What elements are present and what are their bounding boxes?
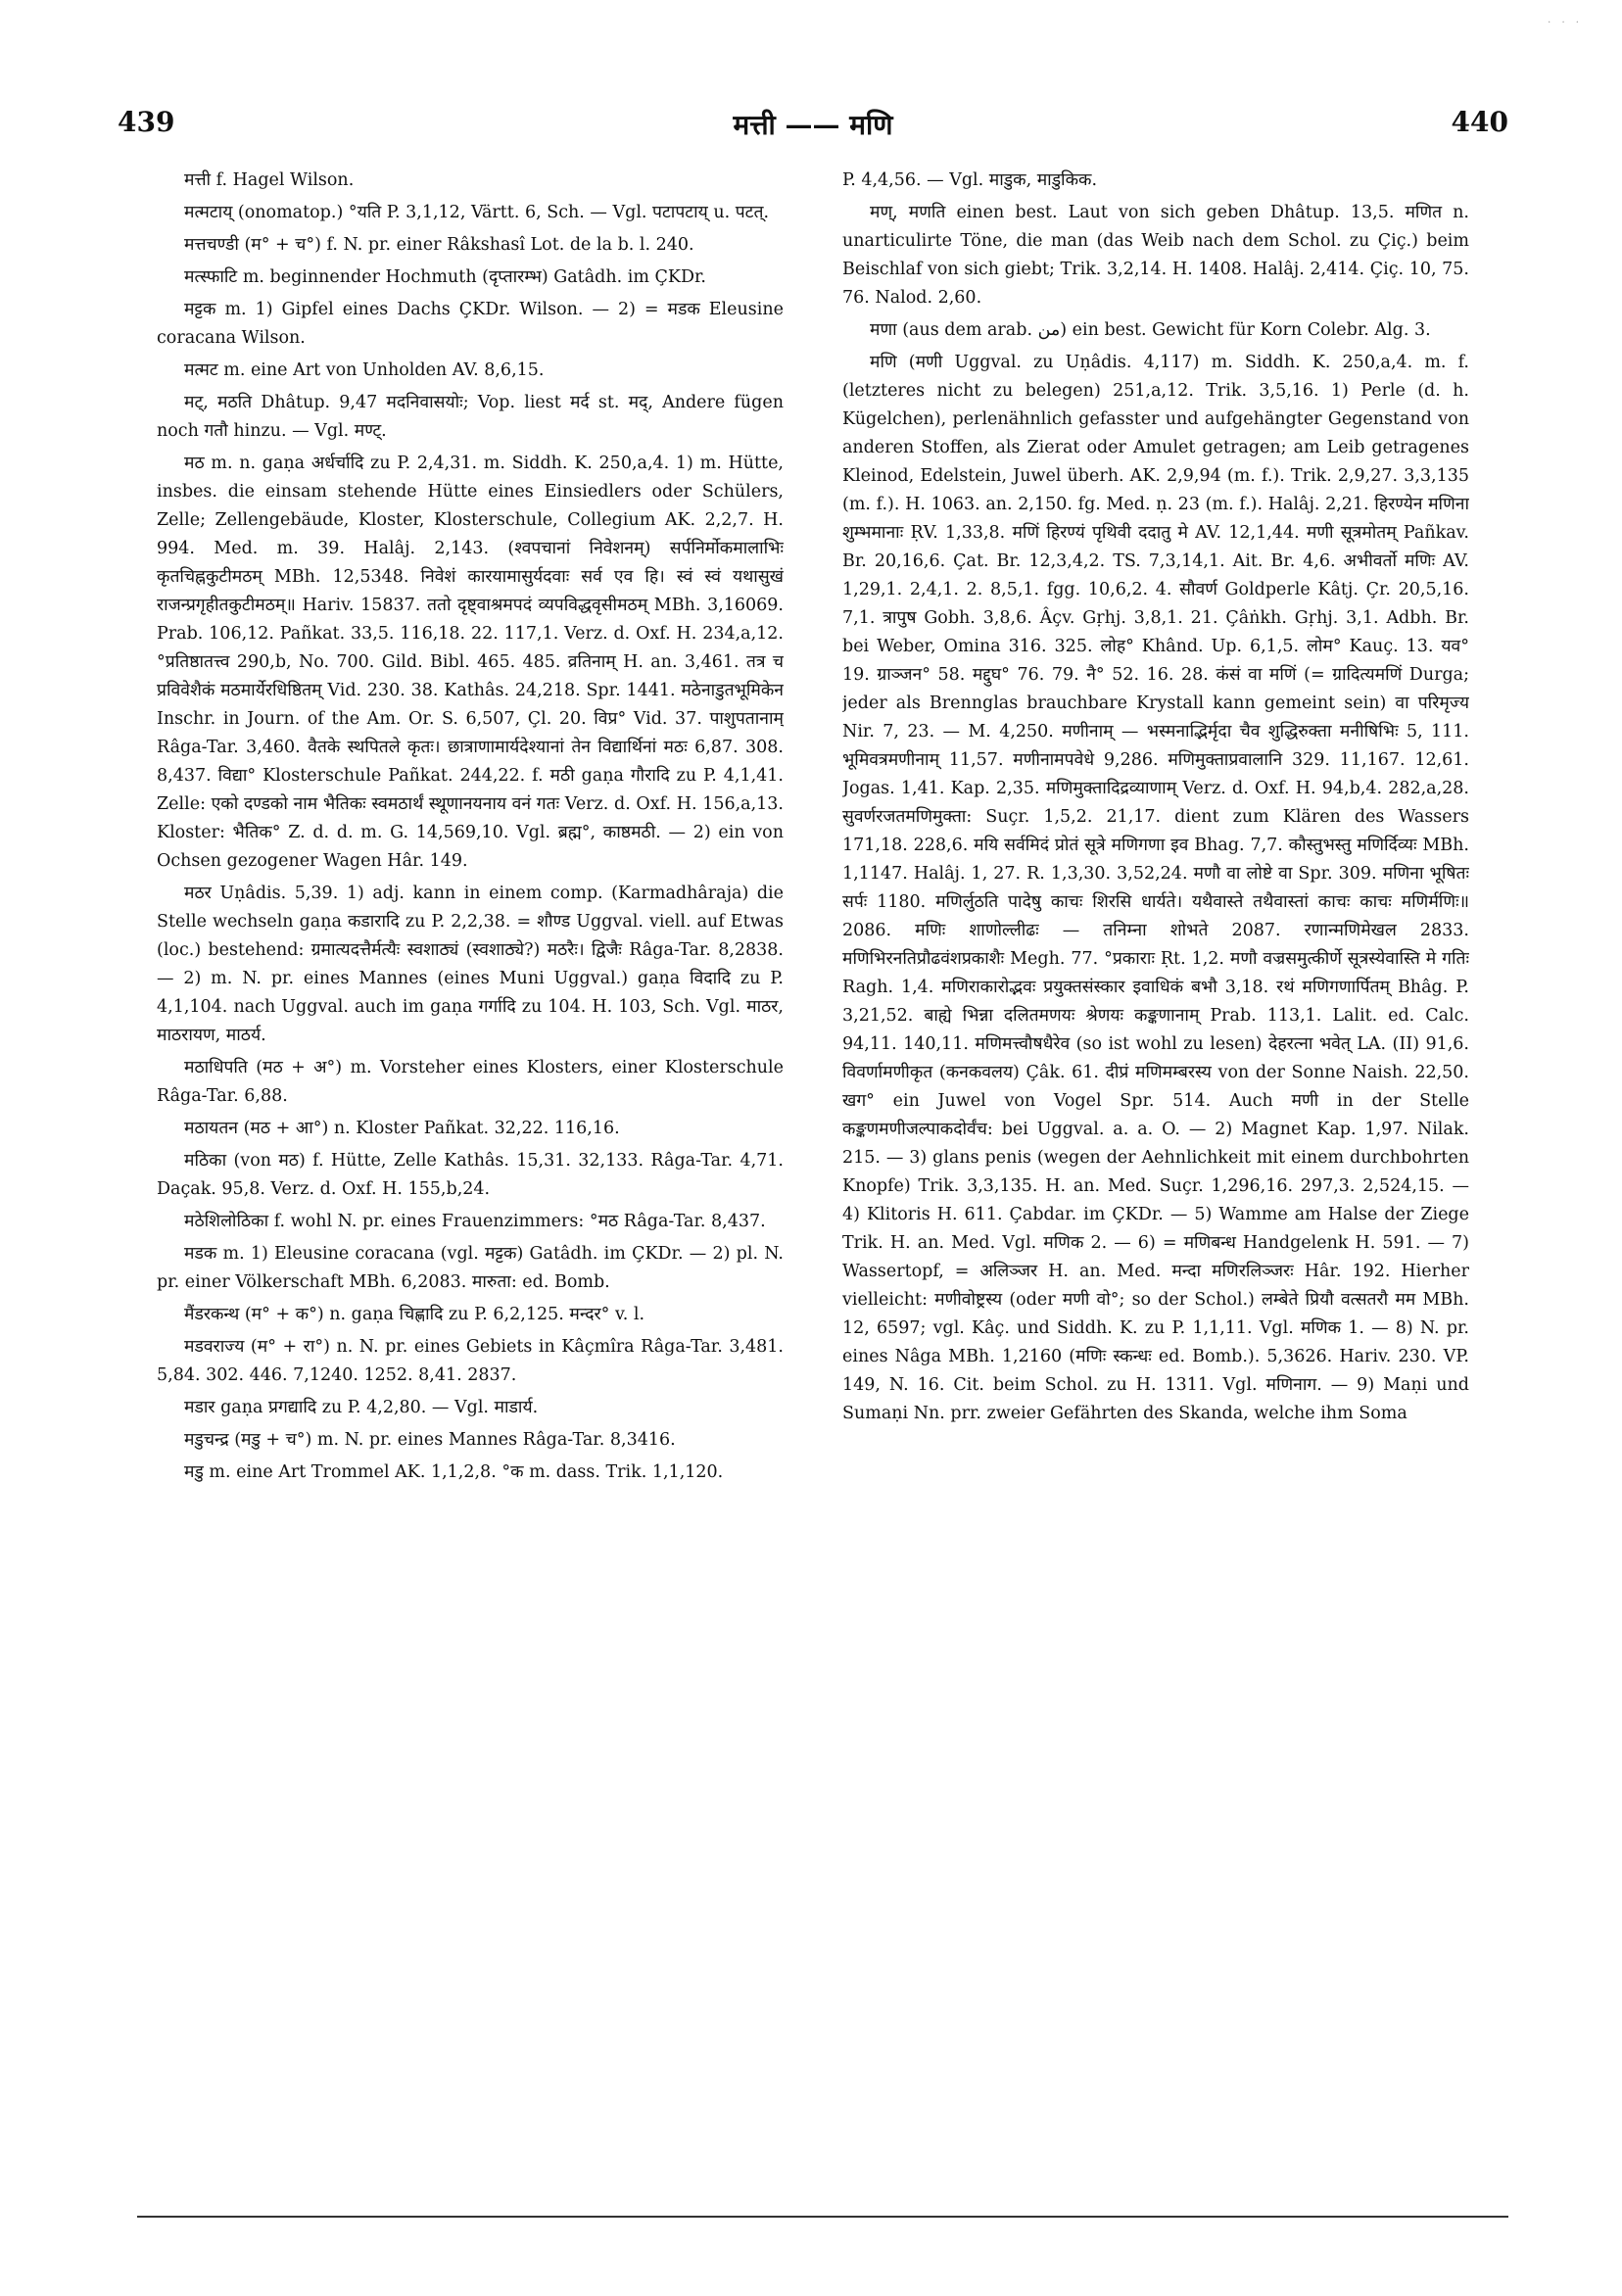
dictionary-entry: मडक m. 1) Eleusine coracana (vgl. मट्टक) Gatâdh. im ÇKDr. — 2) pl. N. pr. einer Völkerschaft MBh. 6,2083. मारुता: ed. Bomb. bbox=[157, 1244, 784, 1292]
scan-specks: · · · bbox=[1548, 18, 1583, 28]
dictionary-entry: मत्स्फाटि m. beginnender Hochmuth (दृप्तारम्भ) Gatâdh. im ÇKDr. bbox=[184, 267, 706, 287]
dictionary-entry: मट्, मठति Dhâtup. 9,47 मदनिवासयोः; Vop. liest मर्द st. मद्, Andere fügen noch गतौ hinzu. — Vgl. मण्ट्. bbox=[157, 393, 784, 441]
dictionary-entry: मत्तचण्डी (म° + च°) f. N. pr. einer Râkshasî Lot. de la b. l. 240. bbox=[184, 235, 694, 255]
dictionary-entry: मडुचन्द्र (मडु + च°) m. N. pr. eines Mannes Râga-Tar. 8,3416. bbox=[184, 1430, 676, 1450]
dictionary-entry: मत्ती f. Hagel Wilson. bbox=[184, 170, 355, 190]
page-header bbox=[118, 106, 1508, 145]
dictionary-entry: मट्टक m. 1) Gipfel eines Dachs ÇKDr. Wilson. — 2) = मडक Eleusine coracana Wilson. bbox=[157, 300, 784, 348]
dictionary-entry: मठ m. n. gaṇa अर्धर्चादि zu P. 2,4,31. m. Siddh. K. 250,a,4. 1) m. Hütte, insbes. die einsam stehende Hütte eines Einsiedlers oder Schülers, Zelle; Zellengebäude, Kloster, Klosterschule, Collegium AK. 2,2,7. H. 994. Med. m. 39. Halâj. 2,143. (श्वपचानां निवेशनम्) सर्पनिर्मोकमालाभिः कृतचिह्नकुटीमठम् MBh. 12,5348. निवेशं कारयामासुर्यदवाः सर्व एव हि। स्वं स्वं यथासुखं राजन्प्रगृहीतकुटीमठम्॥ Hariv. 15837. ततो दृष्ट्वाश्रमपदं व्यपविद्धवृसीमठम् MBh. 3,16069. Prab. 106,12. Pañkat. 33,5. 116,18. 22. 117,1. Verz. d. Oxf. H. 234,a,12. °प्रतिष्ठातत्त्व 290,b, No. 700. Gild. Bibl. 465. 485. व्रतिनाम् H. an. 3,461. तत्र च प्रविवेशैकं मठमार्येरधिष्ठितम् Vid. 230. 38. Kathâs. 24,218. Spr. 1441. मठेनाडुतभूमिकेन Inschr. in Journ. of the Am. Or. S. 6,507, Çl. 20. विप्र° Vid. 37. पाशुपतानाम् Râga-Tar. 3,460. वैतके स्थपितले कृतः। छात्राणामार्यदेश्यानां तेन विद्यार्थिनां मठः 6,87. 308. 8,437. विद्या° Klosterschule Pañkat. 244,22. f. मठी gaṇa गौरादि zu P. 4,1,41. Zelle: एको दण्डको नाम भैतिकः स्वमठार्थं स्थूणानयनाय वनं गतः Verz. d. Oxf. H. 156,a,13. Kloster: भैतिक° Z. d. d. m. G. 14,569,10. Vgl. ब्रह्म°, काष्ठमठी. — 2) ein von Ochsen gezogener Wagen Hâr. 149. bbox=[157, 454, 784, 871]
dictionary-entry: मठेशिलोठिका f. wohl N. pr. eines Frauenzimmers: °मठ Râga-Tar. 8,437. bbox=[184, 1212, 766, 1231]
dictionary-entry: P. 4,4,56. — Vgl. माडुक, माडुकिक. bbox=[842, 170, 1098, 190]
right-column bbox=[842, 167, 1469, 2126]
dictionary-entry: मैंडरकन्थ (म° + क°) n. gaṇa चिह्णादि zu P. 6,2,125. मन्दर° v. l. bbox=[184, 1305, 645, 1324]
left-column bbox=[157, 167, 784, 2126]
dictionary-entry: मण्, मणति einen best. Laut von sich geben Dhâtup. 13,5. मणित n. unarticulirte Töne, die man (das Weib nach dem Schol. zu Çiç.) beim Beischlaf von sich giebt; Trik. 3,2,14. H. 1408. Halâj. 2,414. Çiç. 10, 75. 76. Nalod. 2,60. bbox=[842, 203, 1469, 308]
dictionary-entry: मत्मट m. eine Art von Unholden AV. 8,6,15. bbox=[184, 360, 545, 380]
footer-rule bbox=[137, 2216, 1508, 2218]
dictionary-entry: मठायतन (मठ + आ°) n. Kloster Pañkat. 32,22. 116,16. bbox=[184, 1119, 620, 1138]
dictionary-entry: मठिका (von मठ) f. Hütte, Zelle Kathâs. 15,31. 32,133. Râga-Tar. 4,71. Daçak. 95,8. Verz. d. Oxf. H. 155,b,24. bbox=[157, 1151, 784, 1199]
dictionary-entry: मडार gaṇa प्रगद्यादि zu P. 4,2,80. — Vgl. माडार्य. bbox=[184, 1398, 539, 1417]
dictionary-entry: मत्मटाय् (onomatop.) °यति P. 3,1,12, Värtt. 6, Sch. — Vgl. पटापटाय् u. पटत्. bbox=[184, 203, 770, 222]
dictionary-entry: मठाधिपति (मठ + अ°) m. Vorsteher eines Klosters, einer Klosterschule Râga-Tar. 6,88. bbox=[157, 1058, 784, 1106]
dictionary-entry: मणा (aus dem arab. من) ein best. Gewicht für Korn Colebr. Alg. 3. bbox=[870, 320, 1431, 340]
dictionary-entry: मठर Uṇâdis. 5,39. 1) adj. kann in einem comp. (Karmadhâraja) die Stelle wechseln gaṇa कडारादि zu P. 2,2,38. = शौण्ड Uggval. viell. auf Etwas (loc.) bestehend: ग्रमात्यदत्तैर्मत्यैः स्वशाठ्यं (स्वशाठ्ये?) मठरैः। द्विजैः Râga-Tar. 8,2838. — 2) m. N. pr. eines Mannes (eines Muni Uggval.) gaṇa विदादि zu P. 4,1,104. nach Uggval. auch im gaṇa गर्गादि zu 104. H. 103, Sch. Vgl. माठर, माठरायण, माठर्य. bbox=[157, 884, 784, 1045]
dictionary-entry: मडु m. eine Art Trommel AK. 1,1,2,8. °क m. dass. Trik. 1,1,120. bbox=[184, 1462, 724, 1482]
dictionary-entry: मणि (मणी Uggval. zu Uṇâdis. 4,117) m. Siddh. K. 250,a,4. m. f. (letzteres nicht zu belegen) 251,a,12. Trik. 3,5,16. 1) Perle (d. h. Kügelchen), perlenähnlich gefasster und aufgehängter Gegenstand von anderen Stoffen, als Zierat oder Amulet getragen; am Leib getragenes Kleinod, Edelstein, Juwel überh. AK. 2,9,94 (m. f.). Trik. 2,9,27. 3,3,135 (m. f.). H. 1063. an. 2,150. fg. Med. ṇ. 23 (m. f.). Halâj. 2,21. हिरण्येन मणिना शुम्भमानाः ṚV. 1,33,8. मणिं हिरण्यं पृथिवी ददातु मे AV. 12,1,44. मणी सूत्रमोतम् Pañkav. Br. 20,16,6. Çat. Br. 12,3,4,2. TS. 7,3,14,1. Ait. Br. 4,6. अभीवर्तो मणिः AV. 1,29,1. 2,4,1. 2. 8,5,1. fgg. 10,6,2. 4. सौवर्ण Goldperle Kâtj. Çr. 20,5,16. 7,1. त्रापुष Gobh. 3,8,6. Âçv. Gṛhj. 3,8,1. 21. Çâṅkh. Gṛhj. 3,1. Adbh. Br. bei Weber, Omina 316. 325. लोह° Khând. Up. 6,1,5. लोम° Kauç. 13. यव° 19. ग्राञ्जन° 58. मद्दुघ° 76. 79. नै° 52. 16. 28. कंसं वा मणिं (= ग्रादित्यमणिं Durga; jeder als Brennglas brauchbare Krystall kann gemeint sein) वा परिमृज्य Nir. 7, 23. — M. 4,250. मणीनाम् — भस्मनाद्भिर्मृदा चैव शुद्धिरुक्ता मनीषिभिः 5, 111. भूमिवत्रमणीनाम् 11,57. मणीनामपवेधे 9,286. मणिमुक्ताप्रवालानि 329. 11,167. 12,61. Jogas. 1,41. Kap. 2,35. मणिमुक्तादिद्रव्याणाम् Verz. d. Oxf. H. 94,b,4. 282,a,28. सुवर्णरजतमणिमुक्ता: Suçr. 1,5,2. 21,17. dient zum Klären des Wassers 171,18. 228,6. मयि सर्वमिदं प्रोतं सूत्रे मणिगणा इव Bhag. 7,7. कौस्तुभस्तु मणिर्दिव्यः MBh. 1,1147. Halâj. 1, 27. R. 1,3,30. 3,52,24. मणौ वा लोष्टे वा Spr. 309. मणिना भूषितः सर्पः 1180. मणिर्लुठति पादेषु काचः शिरसि धार्यते। यथैवास्ते तथैवास्तां काचः काचः मणिर्मणिः॥ 2086. मणिः शाणोल्लीढः — तनिम्ना शोभते 2087. रणान्मणिमेखल 2833. मणिभिरनतिप्रौढवंशप्रकाशैः Megh. 77. °प्रकाराः Ṛt. 1,2. मणौ वज्रसमुत्कीर्णे सूत्रस्येवास्ति मे गतिः Ragh. 1,4. मणिराकारोद्भवः प्रयुक्तसंस्कार इवाधिकं बभौ 3,18. रथं मणिगणार्पितम् Bhâg. P. 3,21,52. बाह्ये भिन्ना दलितमणयः श्रेणयः कङ्कणानाम् Prab. 113,1. Lalit. ed. Calc. 94,11. 140,11. मणिमत्त्वौषधैरेव (so ist wohl zu lesen) देहरत्ना भवेत् LA. (II) 91,6. विवर्णामणीकृत (कनकवलय) Çâk. 61. दीप्रं मणिमम्बरस्य von der Sonne Naish. 22,50. खग° ein Juwel von Vogel Spr. 514. Auch मणी in der Stelle कङ्कणमणीजल्पाकदोर्वंच: bei Uggval. a. a. O. — 2) Magnet Kap. 1,97. Nilak. 215. — 3) glans penis (wegen der Aehnlichkeit mit einem durchbohrten Knopfe) Trik. 3,3,135. H. an. Med. Suçr. 1,296,16. 297,3. 2,524,15. — 4) Klitoris H. 611. Çabdar. im ÇKDr. — 5) Wamme am Halse der Ziege Trik. H. an. Med. Vgl. मणिक 2. — 6) = मणिबन्ध Handgelenk H. 591. — 7) Wassertopf, = अलिञ्जर H. an. Med. मन्दा मणिरलिञ्जरः Hâr. 192. Hierher vielleicht: मणीवोष्ट्रस्य (oder मणी वो°; so der Schol.) लम्बेते प्रियौ वत्सतरौ मम MBh. 12, 6597; vgl. Kâç. und Siddh. K. zu P. 1,1,11. Vgl. मणिक 1. — 8) N. pr. eines Nâga MBh. 1,2160 (मणिः स्कन्धः ed. Bomb.). 5,3626. Hariv. 230. VP. 149, N. 16. Cit. beim Schol. zu H. 1311. Vgl. मणिनाग. — 9) Maṇi und Sumaṇi Nn. prr. zweier Gefährten des Skanda, welche ihm Soma bbox=[842, 353, 1469, 1423]
page-number-right: 440 bbox=[1451, 106, 1508, 138]
page-number-left: 439 bbox=[118, 106, 175, 138]
dictionary-entry: मडवराज्य (म° + रा°) n. N. pr. eines Gebiets in Kâçmîra Râga-Tar. 3,481. 5,84. 302. 446. 7,1240. 1252. 8,41. 2837. bbox=[157, 1337, 784, 1385]
running-title: मत्ती —— मणि bbox=[733, 109, 893, 141]
